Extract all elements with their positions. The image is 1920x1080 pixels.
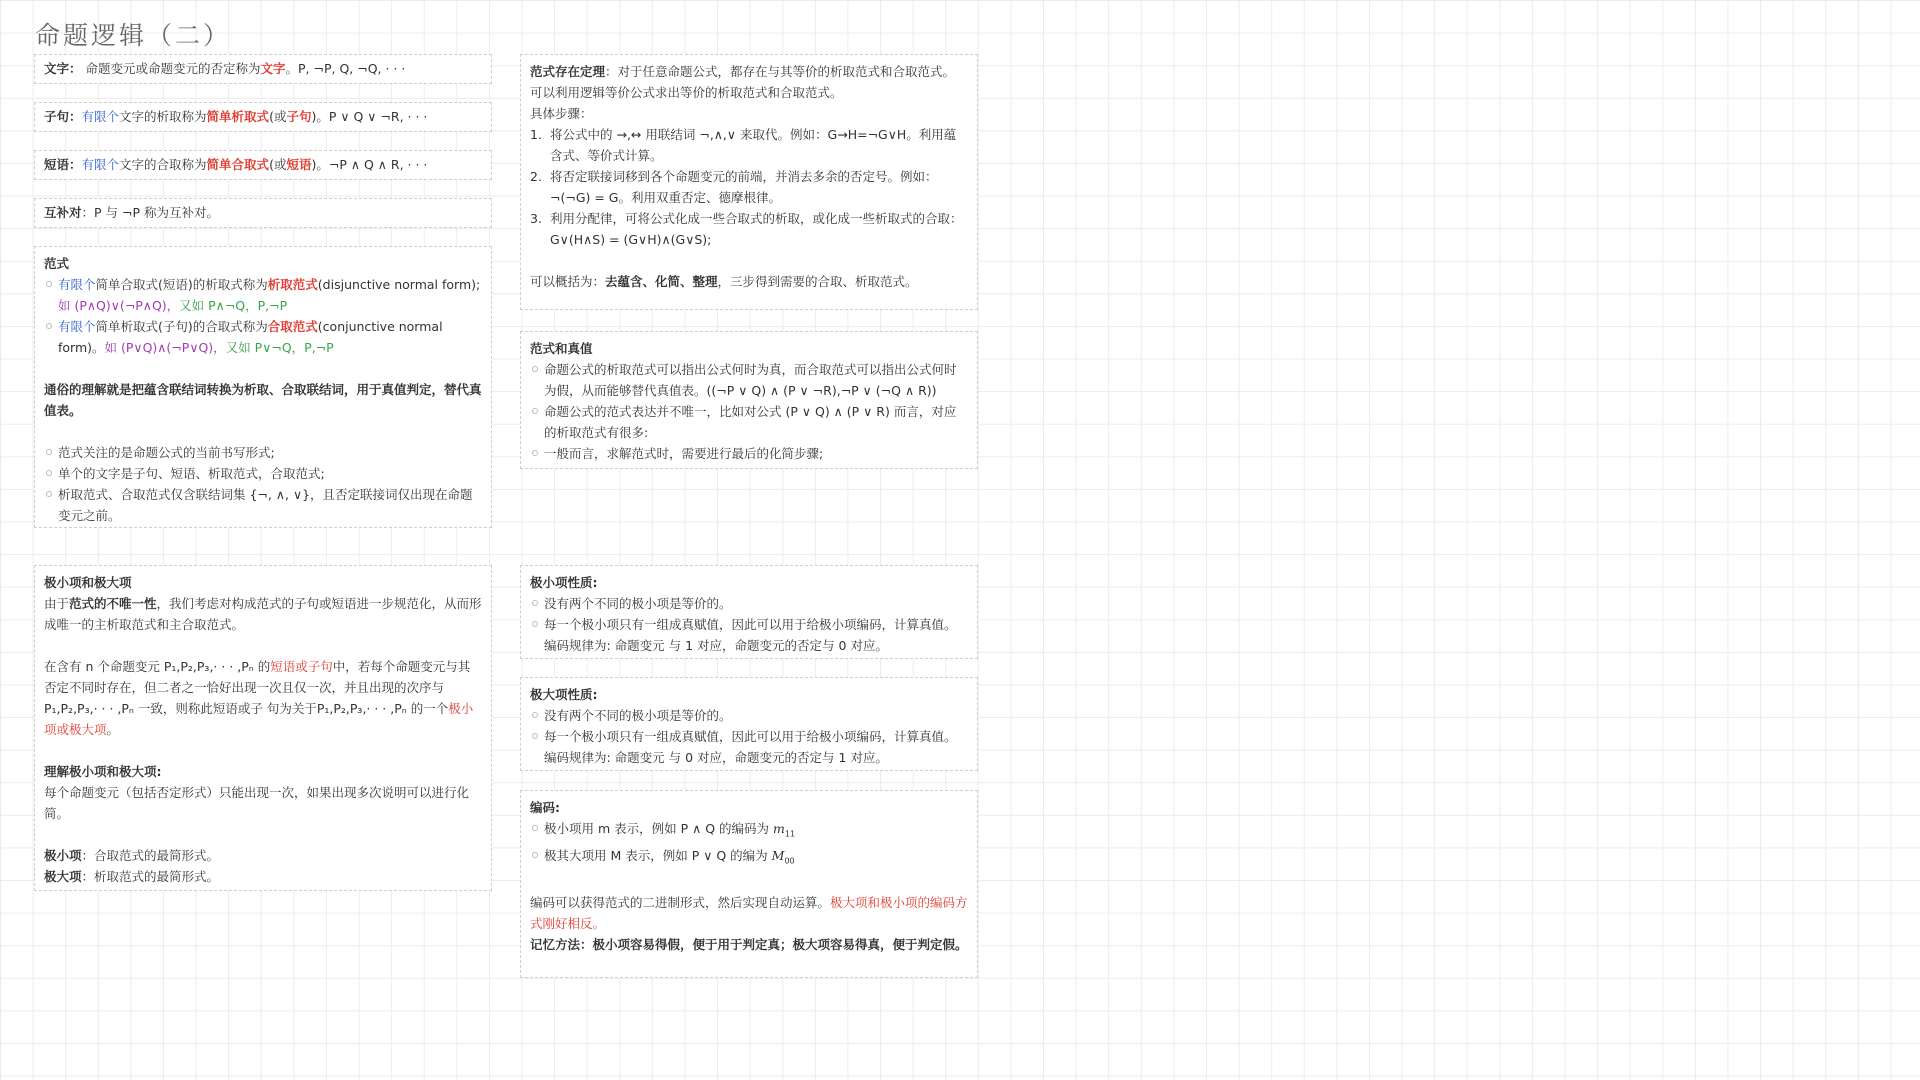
step-number: 1. (530, 127, 542, 142)
memory-tip: 记忆方法：极小项容易得假，便于用于判定真；极大项容易得真，便于判定假。 (530, 937, 968, 952)
step-text: 将否定联接词移到各个命题变元的前端，并消去多余的否定号。例如：¬(¬G) = G。利用双重否定、德摩根律。 (550, 169, 938, 205)
minterm-p1-a: 由于 (44, 596, 70, 611)
encoding-p-a: 编码可以获得范式的二进制形式，然后实现自动运算。 (530, 895, 831, 910)
phrase-highlight2: 短语 (286, 157, 312, 172)
dnf-text-b: (disjunctive normal form); (317, 277, 481, 292)
encoding-item-max (530, 845, 968, 872)
maxterm-subscript: 00 (784, 856, 795, 865)
dnf-finite: 有限个 (58, 277, 96, 292)
minterm-heading: 极小项和极大项 (44, 575, 132, 590)
maxprop-item: 没有两个不同的极小项是等价的。 (530, 705, 968, 726)
cnf-also: 又如 P∨¬Q，P,¬P (225, 340, 334, 355)
encoding-box (520, 790, 978, 978)
cnf-highlight: 合取范式 (267, 319, 318, 334)
literal-text-a: 命题变元或命题变元的否定称为 (81, 61, 261, 76)
min-def (44, 845, 482, 866)
phrase-term: 短语： (44, 157, 82, 172)
maxprop-item: 每一个极小项只有一组成真赋值，因此可以用于给极小项编码，计算真值。编码规律为: 命题变元 与 0 对应，命题变元的否定与 1 对应。 (530, 726, 968, 768)
minterm-paragraph-2 (44, 656, 482, 740)
max-label: 极大项 (44, 869, 82, 884)
cnf-example: 如 (P∨Q)∧(¬P∨Q)， (104, 340, 226, 355)
minterm-property-box (520, 565, 978, 659)
truth-item: 一般而言，求解范式时，需要进行最后的化简步骤; (530, 443, 968, 464)
encoding-p-red: 极大项和极小项的编码方式刚好相反。 (530, 895, 968, 931)
maxterm-symbol: M (771, 847, 785, 863)
literal-highlight: 文字 (260, 61, 286, 76)
complement-text: ：P 与 ¬P 称为互补对。 (81, 205, 219, 220)
cnf-text-b: (conjunctive normal form)。 (58, 319, 443, 355)
understand-heading: 理解极小项和极大项: (44, 764, 162, 779)
minterm-p2-b: 的 (253, 659, 271, 674)
minterm-subscript: 11 (784, 829, 796, 839)
cnf-item (44, 316, 482, 358)
minterm-p2-d: 。 (106, 722, 120, 737)
clause-text-b: (或 (269, 109, 287, 124)
encoding-heading: 编码: (530, 800, 560, 815)
max-text: ：析取范式的最简形式。 (81, 869, 220, 884)
max-def (44, 866, 482, 887)
minprop-heading: 极小项性质: (530, 575, 598, 590)
maxterm-property-box (520, 677, 978, 771)
maxprop-heading: 极大项性质: (530, 687, 598, 702)
encoding-item2-text: 极其大项用 M 表示，例如 P ∨ Q 的编为 (544, 847, 772, 863)
minterm-p2-a: 在含有 n 个命题变元 P (44, 659, 172, 674)
dnf-example: 如 (P∧Q)∨(¬P∧Q)， (58, 298, 180, 313)
minprop-item: 没有两个不同的极小项是等价的。 (530, 593, 968, 614)
existence-box (520, 54, 978, 310)
clause-term: 子句： (44, 109, 82, 124)
encoding-item-min (530, 818, 968, 845)
existence-summary (530, 271, 968, 292)
clause-highlight2: 子句 (286, 109, 312, 124)
step-text: 将公式中的 →,↔ 用联结词 ¬,∧,∨ 来取代。例如：G→H=¬G∨H。利用蕴含式、等价式计算。 (550, 127, 957, 163)
truth-item: 命题公式的范式表达并不唯一，比如对公式 (P ∨ Q) ∧ (P ∨ R) 而言，对应的析取范式有很多: (530, 401, 968, 443)
dnf-highlight: 析取范式 (267, 277, 318, 292)
literal-box (34, 54, 492, 84)
normal-form-plain: 通俗的理解就是把蕴含联结词转换为析取、合取联结词，用于真值判定，替代真值表。 (44, 382, 482, 418)
normal-form-heading: 范式 (44, 256, 70, 271)
complement-box (34, 198, 492, 228)
dnf-also: 又如 P∧¬Q，P,¬P (179, 298, 288, 313)
summary-c: ，三步得到需要的合取、析取范式。 (717, 274, 918, 289)
step-number: 3. (530, 211, 542, 226)
existence-term: 范式存在定理 (530, 64, 606, 79)
cnf-finite: 有限个 (58, 319, 96, 334)
summary-emph: 去蕴含、化简、整理 (605, 274, 718, 289)
minterm-p2-seq: ₁,P₂,P₃,· · · ,Pₙ (171, 659, 254, 674)
complement-term: 互补对 (44, 205, 82, 220)
step-text: 利用分配律，可将公式化成一些合取式的析取，或化成一些析取式的合取：G∨(H∧S) = (G∨H)∧(G∨S); (550, 211, 963, 247)
literal-term: 文字： (44, 61, 82, 76)
step-item (530, 166, 968, 208)
dnf-item (44, 274, 482, 316)
clause-text-c: )。P ∨ Q ∨ ¬R, · · · (311, 109, 428, 124)
clause-box (34, 102, 492, 132)
truth-heading: 范式和真值 (530, 341, 593, 356)
minterm-p2-c: 中，若每个命题变元与其否定不同时存在，但二者之一恰好出现一次且仅一次，并且出现的次序与 P₁,P₂,P₃,· · · ,Pₙ 一致，则称此短语或子 句为关于P₁,P₂,P₃,· · · ,Pₙ 的一个 (44, 659, 471, 716)
min-text: ：合取范式的最简形式。 (81, 848, 220, 863)
truth-box (520, 331, 978, 469)
summary-a: 可以概括为： (530, 274, 606, 289)
normal-form-note: 单个的文字是子句、短语、析取范式，合取范式; (44, 463, 482, 484)
encoding-paragraph (530, 892, 968, 934)
dnf-text-a: 简单合取式(短语)的析取式称为 (95, 277, 268, 292)
minterm-paragraph-1 (44, 593, 482, 635)
minterm-p2-red2: 极小项或极大项 (44, 701, 474, 737)
minterm-p2-red: 短语或子句 (270, 659, 333, 674)
normal-form-note: 范式关注的是命题公式的当前书写形式; (44, 442, 482, 463)
normal-form-box (34, 246, 492, 528)
phrase-text-a: 文字的合取称为 (119, 157, 207, 172)
steps-heading: 具体步骤： (530, 106, 593, 121)
phrase-text-b: (或 (269, 157, 287, 172)
phrase-text-c: )。¬P ∧ Q ∧ R, · · · (311, 157, 428, 172)
existence-text: ：对于任意命题公式，都存在与其等价的析取范式和合取范式。 (605, 64, 956, 79)
understand-text: 每个命题变元（包括否定形式）只能出现一次，如果出现多次说明可以进行化简。 (44, 785, 470, 821)
truth-item: 命题公式的析取范式可以指出公式何时为真，而合取范式可以指出公式何时 为假，从而能够替代真值表。((¬P ∨ Q) ∧ (P ∨ ¬R),¬P ∨ (¬Q ∧ R)) (530, 359, 968, 401)
minterm-p1-c: ，我们考虑对构成范式的子句或短语进一步规范化，从而形成唯一的主析取范式和主合取范式。 (44, 596, 482, 632)
page-title: 命题逻辑（二） (35, 21, 232, 50)
step-item (530, 124, 968, 166)
phrase-highlight: 简单合取式 (206, 157, 270, 172)
min-label: 极小项 (44, 848, 82, 863)
encoding-item1-text: 极小项用 m 表示，例如 P ∧ Q 的编码为 (544, 821, 774, 836)
literal-text-b: 。P, ¬P, Q, ¬Q, · · · (285, 61, 406, 76)
step-item (530, 208, 968, 250)
minterm-p1-emph: 范式的不唯一性 (69, 596, 157, 611)
clause-highlight: 简单析取式 (206, 109, 270, 124)
clause-text-a: 文字的析取称为 (119, 109, 207, 124)
minterm-box (34, 565, 492, 891)
minterm-symbol: m (773, 821, 785, 836)
existence-line2: 可以利用逻辑等价公式求出等价的析取范式和合取范式。 (530, 85, 843, 100)
phrase-box (34, 150, 492, 180)
normal-form-note: 析取范式、合取范式仅含联结词集 {¬, ∧, ∨}，且否定联接词仅出现在命题 变元之前。 (44, 484, 482, 526)
step-number: 2. (530, 169, 542, 184)
cnf-text-a: 简单析取式(子句)的合取式称为 (95, 319, 268, 334)
phrase-finite: 有限个 (81, 157, 120, 172)
clause-finite: 有限个 (81, 109, 120, 124)
minprop-item: 每一个极小项只有一组成真赋值，因此可以用于给极小项编码，计算真值。编码规律为: 命题变元 与 1 对应，命题变元的否定与 0 对应。 (530, 614, 968, 656)
existence-theorem (530, 61, 968, 82)
